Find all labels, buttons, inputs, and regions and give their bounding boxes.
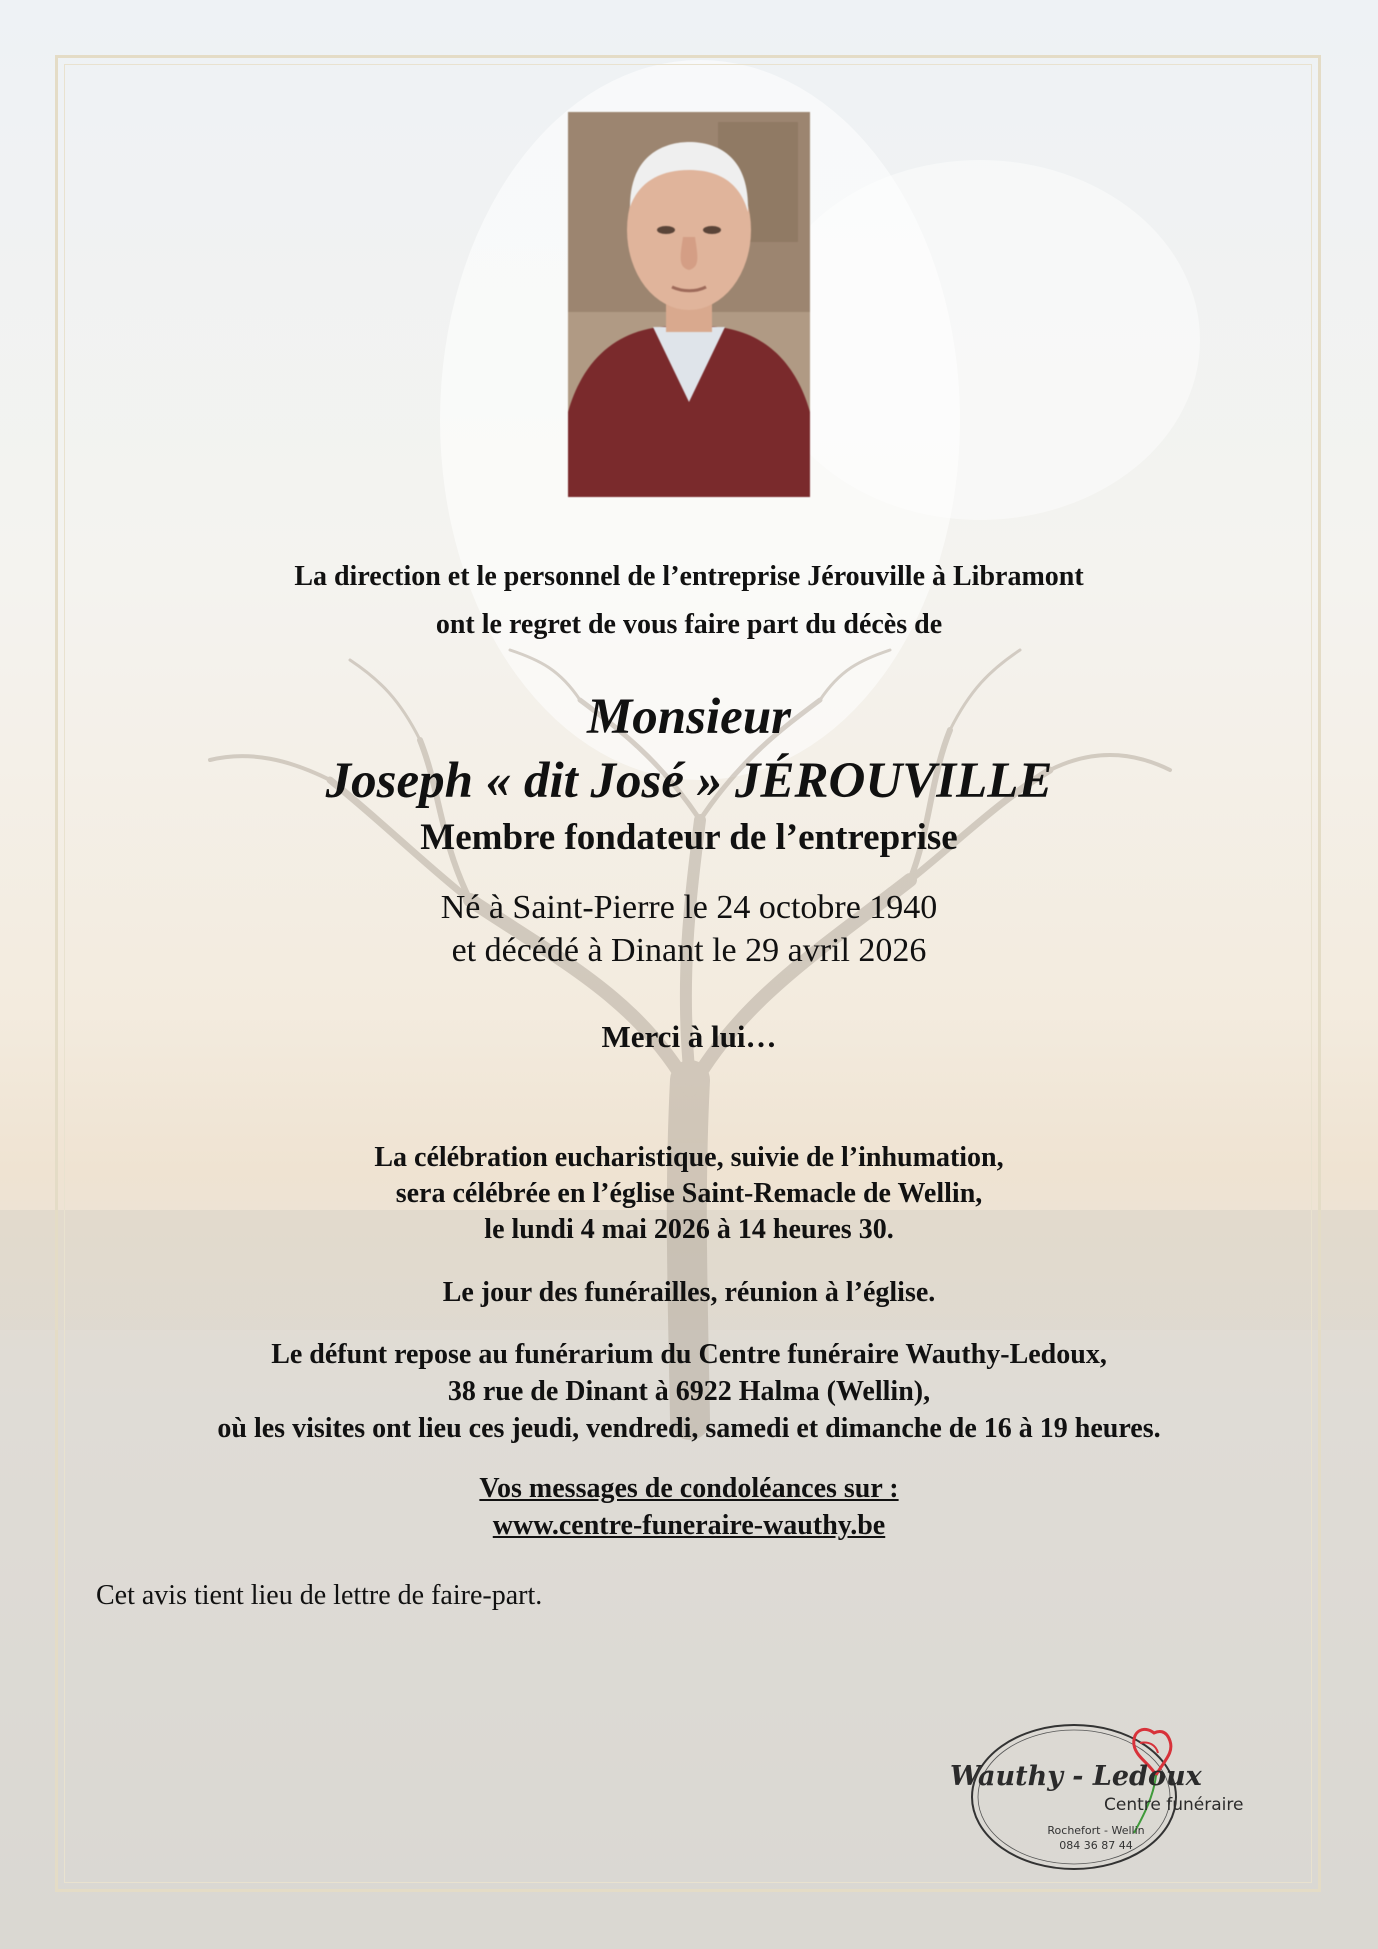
portrait-photo xyxy=(568,112,810,497)
ceremony-line-1: La célébration eucharistique, suivie de l’inhumation, xyxy=(374,1142,1004,1173)
rest-line-1: Le défunt repose au funérarium du Centre funéraire Wauthy-Ledoux, xyxy=(271,1339,1107,1370)
logo-locations: Rochefort - Wellin xyxy=(1047,1824,1145,1837)
honorific: Monsieur xyxy=(586,689,792,745)
intro-line-2: ont le regret de vous faire part du décès de xyxy=(435,609,943,640)
funeral-home-logo xyxy=(944,1705,1244,1875)
logo-brand: Wauthy - Ledoux xyxy=(950,1761,1202,1792)
ceremony-line-2: sera célébrée en l’église Saint-Remacle de Wellin, xyxy=(395,1178,983,1209)
footer-note: Cet avis tient lieu de lettre de faire-part. xyxy=(96,1580,543,1611)
condolences-label: Vos messages de condoléances sur : xyxy=(479,1473,899,1504)
logo-subtitle: Centre funéraire xyxy=(1104,1795,1244,1815)
rest-line-3: où les visites ont lieu ces jeudi, vendredi, samedi et dimanche de 16 à 19 heures. xyxy=(217,1413,1161,1444)
meeting-line: Le jour des funérailles, réunion à l’église. xyxy=(442,1277,936,1308)
ceremony-line-3: le lundi 4 mai 2026 à 14 heures 30. xyxy=(484,1214,894,1245)
deceased-name: Joseph « dit José » JÉROUVILLE xyxy=(325,753,1053,809)
birth-line: Né à Saint-Pierre le 24 octobre 1940 xyxy=(440,889,938,926)
death-line: et décédé à Dinant le 29 avril 2026 xyxy=(451,932,927,969)
condolences-link[interactable]: www.centre-funeraire-wauthy.be xyxy=(492,1510,886,1541)
intro-line-1: La direction et le personnel de l’entreprise Jérouville à Libramont xyxy=(294,561,1084,592)
logo-phone: 084 36 87 44 xyxy=(1059,1839,1133,1852)
rest-line-2: 38 rue de Dinant à 6922 Halma (Wellin), xyxy=(447,1376,931,1407)
tribute-line: Merci à lui… xyxy=(601,1019,777,1054)
role-title: Membre fondateur de l’entreprise xyxy=(420,817,958,858)
